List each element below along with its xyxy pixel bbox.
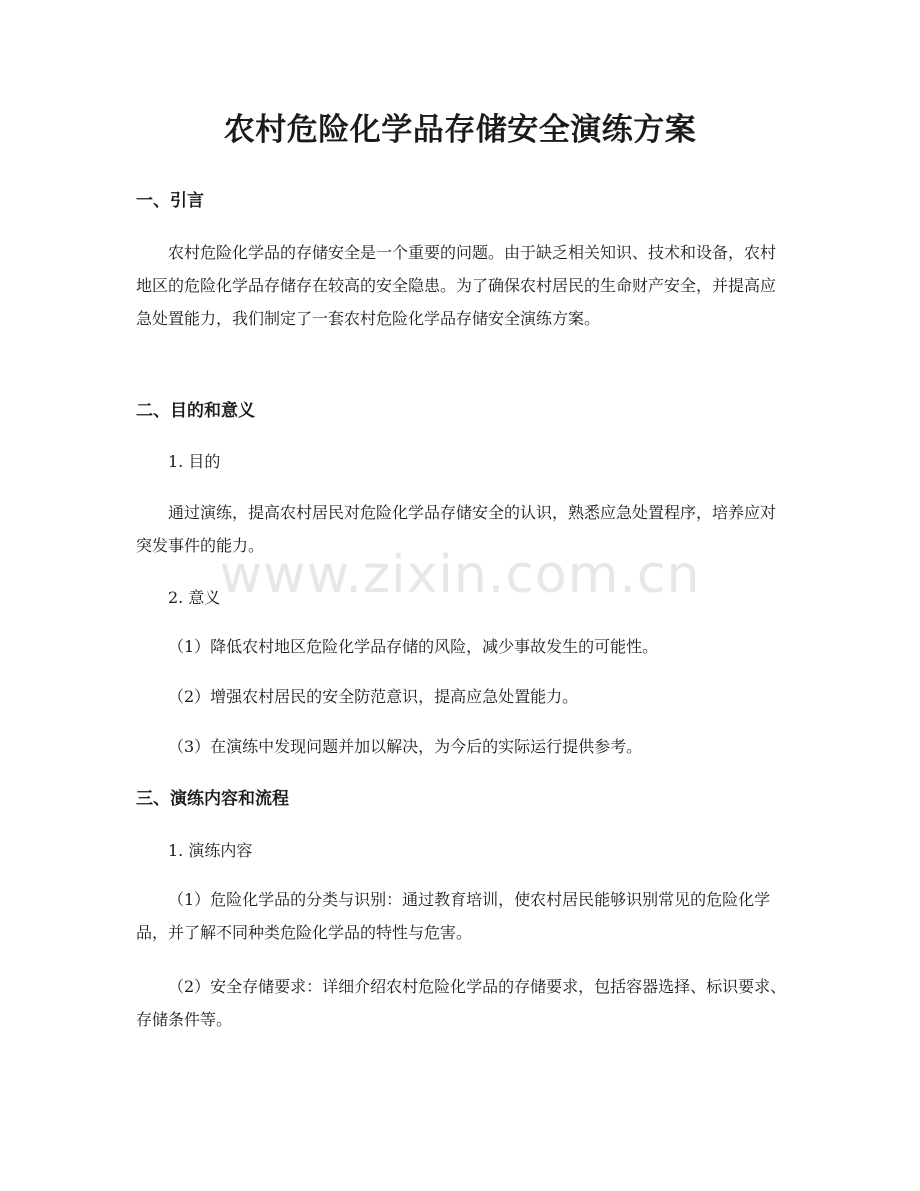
section-heading-purpose-significance: 二、目的和意义: [136, 401, 255, 421]
content-label: 1. 演练内容: [168, 841, 253, 860]
significance-label: 2. 意义: [168, 588, 221, 607]
section-heading-introduction: 一、引言: [136, 191, 204, 211]
purpose-paragraph: 通过演练，提高农村居民对危险化学品存储安全的认识，熟悉应急处置程序，培养应对突发事件的能力。: [136, 503, 777, 555]
content-item: （2）安全存储要求：详细介绍农村危险化学品的存储要求，包括容器选择、标识要求、存储条件等。: [136, 977, 787, 1029]
content-item: （1）危险化学品的分类与识别：通过教育培训，使农村居民能够识别常见的危险化学品，并了解不同种类危险化学品的特性与危害。: [136, 890, 771, 942]
section-heading-content-process: 三、演练内容和流程: [136, 789, 289, 809]
significance-item: （3）在演练中发现问题并加以解决，为今后的实际运行提供参考。: [168, 737, 643, 756]
significance-item: （2）增强农村居民的安全防范意识，提高应急处置能力。: [168, 687, 579, 706]
significance-item: （1）降低农村地区危险化学品存储的风险，减少事故发生的可能性。: [168, 637, 659, 656]
document-title: 农村危险化学品存储安全演练方案: [223, 112, 697, 148]
purpose-label: 1. 目的: [168, 452, 221, 471]
watermark: www.zixin.com.cn: [219, 545, 701, 605]
introduction-paragraph: 农村危险化学品的存储安全是一个重要的问题。由于缺乏相关知识、技术和设备，农村地区的危险化学品存储存在较高的安全隐患。为了确保农村居民的生命财产安全，并提高应急处置能力，我们制定了一套农村危险化学品存储安全演练方案。: [136, 243, 777, 328]
